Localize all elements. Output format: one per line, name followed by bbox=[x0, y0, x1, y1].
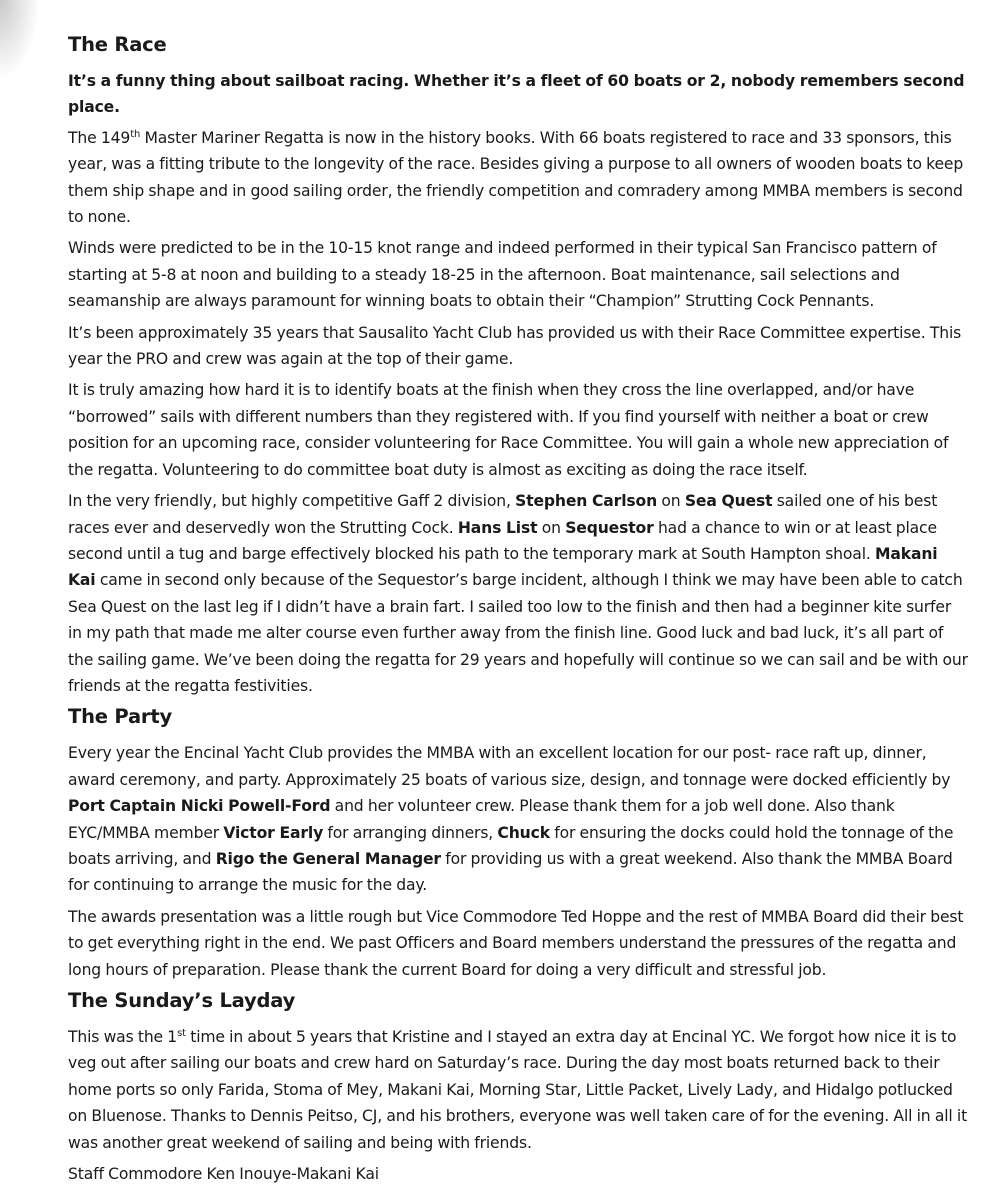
race-paragraph-1 bbox=[68, 125, 968, 231]
heading-the-party: The Party bbox=[68, 705, 172, 729]
heading-sunday-layday: The Sunday’s Layday bbox=[68, 989, 296, 1012]
boat-sequestor: Sequestor bbox=[565, 518, 654, 537]
race-p1-text-b: Master Mariner Regatta is now in the history books. With 66 boats registered to race and 33 sponsors, this year, was a fitting tribute to the longevity of the race. Besides giving a purpose to all owners of wooden boats to keep them ship shape and in good sailing order, the friendly competition and comradery among MMBA members is second to none. bbox=[68, 128, 964, 227]
party-p1-text-c: and her volunteer crew. Please thank them for a job well done. Also thank EYC/MMBA member bbox=[68, 797, 895, 842]
name-rigo: Rigo the General Manager bbox=[215, 849, 441, 868]
party-p1-text-e: for ensuring the docks could hold the tonnage of the boats arriving, and bbox=[68, 823, 954, 868]
section-the-party bbox=[68, 704, 968, 983]
race-p5-text-e: on bbox=[537, 518, 566, 537]
name-chuck: Chuck bbox=[497, 823, 550, 842]
layday-p1-ordinal: st bbox=[177, 1028, 186, 1039]
party-paragraph-1 bbox=[68, 740, 968, 898]
race-paragraph-3: It’s been approximately 35 years that Sausalito Yacht Club has provided us with their Race Committee expertise. This year the PRO and crew was again at the top of their game. bbox=[68, 323, 962, 369]
layday-paragraph-1 bbox=[68, 1024, 968, 1156]
party-p1-text-d: for arranging dinners, bbox=[323, 823, 498, 842]
boat-makani-kai: Makani Kai bbox=[68, 544, 938, 590]
party-p1-text-a: Every year the Encinal Yacht Club provides the MMBA with an excellent location for our post- race raft up, dinner, award ceremony, and party. Approximately 25 boats of various size, design, and tonnage were docked efficiently by bbox=[68, 744, 951, 789]
section-the-race bbox=[68, 32, 968, 699]
race-p5-text-d: sailed one of his best races ever and deservedly won the Strutting Cock. bbox=[68, 492, 938, 537]
layday-p1-text-a: This was the 1 bbox=[68, 1028, 178, 1046]
race-p1-text-a: The 149 bbox=[68, 128, 131, 147]
race-p5-text-g: came in second only because of the Sequestor’s barge incident, although I think we may have been able to catch Sea Quest on the last leg if I didn’t have a brain fart. I sailed too low to the finish and then had a beginner kite surfer in my path that made me alter course even further away from the finish line. Good luck and bad luck, it’s all part of the sailing game. We’ve been doing the regatta for 29 years and hopefully will continue so we can sail and be with our friends at the regatta festivities. bbox=[68, 571, 968, 695]
boat-sea-quest: Sea Quest bbox=[684, 492, 773, 511]
layday-p1-text-b: time in about 5 years that Kristine and I stayed an extra day at Encinal YC. We forgot how nice it is to veg out after sailing our boats and crew hard on Saturday’s race. During the day most boats returned back to their home ports so only Farida, Stoma of Mey, Makani Kai, Morning Star, Little Packet, Lively Lady, and Hidalgo potlucked on Bluenose. Thanks to Dennis Peitso, CJ, and his brothers, everyone was well taken care of for the evening. All in all it was another great weekend of sailing and being with friends. bbox=[68, 1028, 968, 1152]
name-victor-early: Victor Early bbox=[223, 823, 324, 842]
name-nicki-powell-ford: Port Captain Nicki Powell-Ford bbox=[68, 797, 331, 816]
race-p5-text-a: In the very friendly, but highly competitive Gaff 2 division, bbox=[68, 492, 516, 511]
party-p1-text-f: for providing us with a great weekend. Also thank the MMBA Board for continuing to arrange the music for the day. bbox=[68, 849, 953, 895]
scan-edge-shadow bbox=[0, 0, 40, 80]
race-lead-sentence: It’s a funny thing about sailboat racing. Whether it’s a fleet of 60 boats or 2, nobody remembers second place. bbox=[68, 72, 965, 117]
race-p5-text-c: on bbox=[657, 492, 685, 511]
name-hans-list: Hans List bbox=[457, 518, 538, 537]
section-sunday-layday bbox=[68, 988, 968, 1187]
race-paragraph-4: It is truly amazing how hard it is to identify boats at the finish when they cross the line overlapped, and/or have “borrowed” sails with different numbers than they registered with. If you find yourself with neither a boat or crew position for an upcoming race, consider volunteering for Race Committee. You will gain a whole new appreciation of the regatta. Volunteering to do committee boat duty is almost as exciting as doing the race itself. bbox=[68, 381, 949, 479]
name-stephen-carlson: Stephen Carlson bbox=[515, 492, 658, 511]
race-paragraph-5 bbox=[68, 488, 968, 699]
author-signature: Staff Commodore Ken Inouye-Makani Kai bbox=[68, 1165, 379, 1184]
newsletter-page bbox=[68, 32, 968, 1192]
race-p1-ordinal: th bbox=[130, 128, 141, 140]
race-paragraph-2: Winds were predicted to be in the 10-15 knot range and indeed performed in their typical San Francisco pattern of starting at 5-8 at noon and building to a steady 18-25 in the afternoon. Boat maintenance, sail selections and seamanship are always paramount for winning boats to obtain their “Champion” Strutting Cock Pennants. bbox=[68, 239, 937, 311]
race-p5-text-f: had a chance to win or at least place second until a tug and barge effectively blocked his path to the temporary mark at South Hampton shoal. bbox=[68, 518, 937, 563]
heading-the-race: The Race bbox=[68, 33, 167, 56]
party-paragraph-2: The awards presentation was a little rough but Vice Commodore Ted Hoppe and the rest of MMBA Board did their best to get everything right in the end. We past Officers and Board members understand the pressures of the regatta and long hours of preparation. Please thank the current Board for doing a very difficult and stressful job. bbox=[68, 907, 964, 979]
